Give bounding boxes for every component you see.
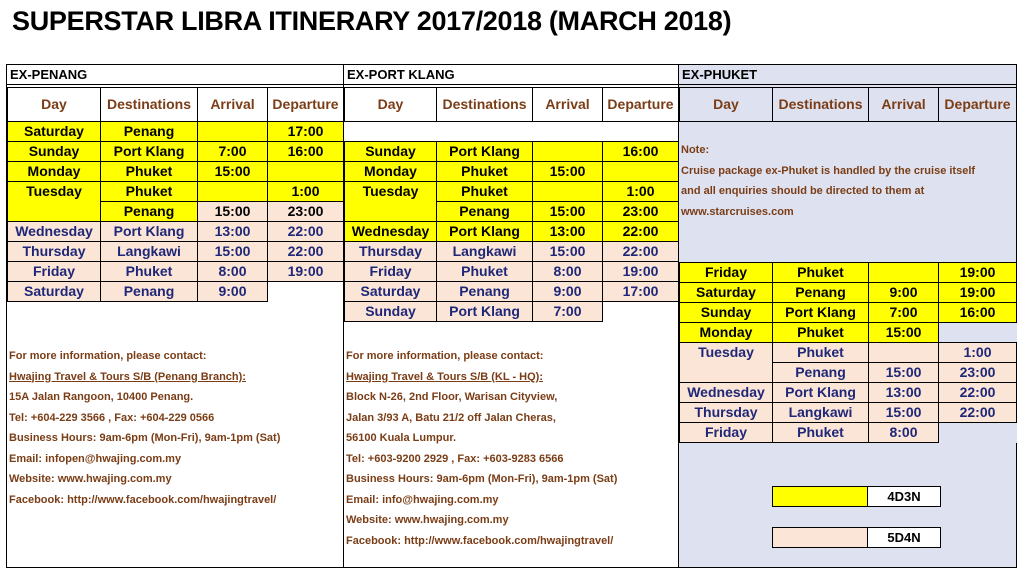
arrival-cell: 8:00: [869, 423, 939, 443]
destination-cell: Port Klang: [101, 222, 198, 242]
table-row: [8, 122, 344, 142]
ex-phuket-table: [679, 262, 1017, 443]
arrival-cell: 15:00: [533, 242, 603, 262]
legend-label-5d4n: 5D4N: [868, 528, 940, 547]
destination-cell: Penang: [437, 282, 533, 302]
contact-line: Business Hours: 9am-6pm (Mon-Fri), 9am-1pm (Sat): [346, 473, 618, 485]
table-row: [345, 142, 679, 162]
arrival-cell: 15:00: [533, 162, 603, 182]
ex-port-klang-panel: [343, 64, 679, 568]
departure-cell: 23:00: [939, 363, 1017, 383]
destination-cell: Penang: [101, 282, 198, 302]
table-row: [680, 283, 1017, 303]
day-cell: Tuesday: [680, 343, 773, 383]
header-destinations: Destinations: [773, 88, 869, 122]
arrival-cell: 15:00: [198, 162, 268, 182]
departure-cell: 22:00: [939, 403, 1017, 423]
destination-cell: Penang: [437, 202, 533, 222]
arrival-cell: [869, 263, 939, 283]
day-cell: Monday: [8, 162, 101, 182]
destination-cell: Phuket: [773, 263, 869, 283]
ex-penang-table: [7, 87, 344, 302]
day-cell: Friday: [8, 262, 101, 282]
arrival-cell: 7:00: [869, 303, 939, 323]
departure-cell: 16:00: [939, 303, 1017, 323]
header-departure: Departure: [268, 88, 344, 122]
header-day: Day: [345, 88, 437, 122]
contact-email: Email: infopen@hwajing.com.my: [9, 452, 182, 465]
table-row: [345, 302, 679, 322]
day-cell: Wednesday: [345, 222, 437, 242]
arrival-cell: 9:00: [198, 282, 268, 302]
departure-cell: 22:00: [268, 222, 344, 242]
day-cell: Saturday: [680, 283, 773, 303]
legend-5d4n: [772, 527, 941, 548]
day-cell: Friday: [680, 263, 773, 283]
day-cell: Thursday: [8, 242, 101, 262]
day-cell: Sunday: [8, 142, 101, 162]
header-arrival: Arrival: [533, 88, 603, 122]
header-arrival: Arrival: [198, 88, 268, 122]
arrival-cell: 13:00: [198, 222, 268, 242]
contact-company: Hwajing Travel & Tours S/B (Penang Branch):: [9, 370, 246, 383]
note-line: Cruise package ex-Phuket is handled by the cruise itself: [681, 164, 976, 177]
note-heading: Note:: [681, 144, 710, 156]
day-cell: Saturday: [345, 282, 437, 302]
table-row: [8, 242, 344, 262]
arrival-cell: [533, 142, 603, 162]
departure-cell: 19:00: [603, 262, 679, 282]
destination-cell: Port Klang: [773, 383, 869, 403]
table-row: [345, 282, 679, 302]
departure-cell: 22:00: [268, 242, 344, 262]
table-row: [345, 182, 679, 202]
contact-line: Business Hours: 9am-6pm (Mon-Fri), 9am-1pm (Sat): [9, 432, 281, 444]
arrival-cell: 8:00: [198, 262, 268, 282]
ex-port-klang-table: [344, 87, 679, 322]
ex-penang-panel: [6, 64, 344, 568]
arrival-cell: 15:00: [869, 323, 939, 343]
contact-facebook: Facebook: http://www.facebook.com/hwajingtravel/: [346, 534, 614, 547]
arrival-cell: [869, 343, 939, 363]
spacer-row: [345, 122, 679, 142]
destination-cell: Penang: [773, 363, 869, 383]
table-row: [345, 242, 679, 262]
departure-cell: 19:00: [939, 263, 1017, 283]
departure-cell: [268, 162, 344, 182]
departure-cell: 23:00: [603, 202, 679, 222]
arrival-cell: 7:00: [198, 142, 268, 162]
klang-contact-info: [346, 346, 617, 551]
ex-penang-label: EX-PENANG: [7, 65, 343, 85]
contact-line: Jalan 3/93 A, Batu 21/2 off Jalan Cheras,: [346, 411, 556, 424]
table-row: [8, 222, 344, 242]
empty-cell: [939, 423, 1017, 443]
table-row: [8, 262, 344, 282]
day-cell: Wednesday: [8, 222, 101, 242]
destination-cell: Phuket: [101, 182, 198, 202]
departure-cell: 17:00: [268, 122, 344, 142]
table-row: [8, 142, 344, 162]
table-row: [680, 343, 1017, 363]
phuket-note: [681, 140, 975, 222]
destination-cell: Port Klang: [437, 142, 533, 162]
day-cell: Monday: [345, 162, 437, 182]
arrival-cell: 13:00: [869, 383, 939, 403]
arrival-cell: 7:00: [533, 302, 603, 322]
departure-cell: 1:00: [268, 182, 344, 202]
destination-cell: Penang: [101, 202, 198, 222]
destination-cell: Phuket: [101, 262, 198, 282]
legend-4d3n: [772, 486, 941, 507]
contact-line: Tel: +604-229 3566 , Fax: +604-229 0566: [9, 411, 215, 424]
departure-cell: 16:00: [268, 142, 344, 162]
ex-phuket-header-table: [679, 87, 1017, 122]
table-row: [8, 162, 344, 182]
header-departure: Departure: [939, 88, 1017, 122]
day-cell: Monday: [680, 323, 773, 343]
day-cell: Thursday: [345, 242, 437, 262]
arrival-cell: 9:00: [869, 283, 939, 303]
departure-cell: 19:00: [939, 283, 1017, 303]
contact-company: Hwajing Travel & Tours S/B (KL - HQ):: [346, 370, 544, 383]
destination-cell: Phuket: [437, 182, 533, 202]
header-arrival: Arrival: [869, 88, 939, 122]
contact-line: 56100 Kuala Lumpur.: [346, 432, 457, 444]
table-row: [680, 263, 1017, 283]
contact-line: For more information, please contact:: [346, 350, 544, 362]
header-day: Day: [680, 88, 773, 122]
ex-phuket-label: EX-PHUKET: [679, 65, 1016, 85]
contact-facebook: Facebook: http://www.facebook.com/hwajingtravel/: [9, 493, 277, 506]
day-cell: Friday: [345, 262, 437, 282]
day-cell: Sunday: [345, 302, 437, 322]
contact-website: Website: www.hwajing.com.my: [346, 514, 509, 526]
table-row: [345, 162, 679, 182]
contact-email: Email: info@hwajing.com.my: [346, 493, 499, 506]
arrival-cell: 15:00: [533, 202, 603, 222]
departure-cell: 1:00: [603, 182, 679, 202]
table-row: [680, 403, 1017, 423]
destination-cell: Port Klang: [437, 302, 533, 322]
table-row: [680, 383, 1017, 403]
arrival-cell: [533, 182, 603, 202]
day-cell: Sunday: [680, 303, 773, 323]
ex-port-klang-label: EX-PORT KLANG: [344, 65, 678, 85]
table-row: [8, 282, 344, 302]
arrival-cell: 15:00: [869, 403, 939, 423]
day-cell: Saturday: [8, 282, 101, 302]
contact-line: Block N-26, 2nd Floor, Warisan Cityview,: [346, 391, 558, 403]
table-row: [680, 303, 1017, 323]
day-cell: Friday: [680, 423, 773, 443]
destination-cell: Penang: [773, 283, 869, 303]
arrival-cell: 15:00: [198, 242, 268, 262]
destination-cell: Port Klang: [101, 142, 198, 162]
destination-cell: Penang: [101, 122, 198, 142]
day-cell: Wednesday: [680, 383, 773, 403]
departure-cell: [603, 162, 679, 182]
page-title: SUPERSTAR LIBRA ITINERARY 2017/2018 (MARCH 2018): [12, 6, 732, 36]
arrival-cell: 9:00: [533, 282, 603, 302]
arrival-cell: 13:00: [533, 222, 603, 242]
empty-cell: [603, 302, 679, 322]
ex-phuket-panel: [678, 64, 1017, 568]
legend-label-4d3n: 4D3N: [868, 487, 940, 506]
departure-cell: 23:00: [268, 202, 344, 222]
day-cell: Tuesday: [345, 182, 437, 222]
destination-cell: Phuket: [437, 262, 533, 282]
day-cell: Tuesday: [8, 182, 101, 222]
legend-swatch-yellow: [773, 487, 868, 506]
arrival-cell: 8:00: [533, 262, 603, 282]
contact-website: Website: www.hwajing.com.my: [9, 473, 172, 485]
note-link: www.starcruises.com: [681, 205, 794, 218]
legend-swatch-peach: [773, 528, 868, 547]
departure-cell: 16:00: [603, 142, 679, 162]
destination-cell: Port Klang: [773, 303, 869, 323]
arrival-cell: [198, 122, 268, 142]
day-cell: Sunday: [345, 142, 437, 162]
header-destinations: Destinations: [101, 88, 198, 122]
header-departure: Departure: [603, 88, 679, 122]
header-destinations: Destinations: [437, 88, 533, 122]
arrival-cell: 15:00: [869, 363, 939, 383]
table-row: [345, 262, 679, 282]
destination-cell: Phuket: [101, 162, 198, 182]
destination-cell: Phuket: [773, 323, 869, 343]
destination-cell: Langkawi: [437, 242, 533, 262]
table-row: [680, 323, 1017, 343]
departure-cell: 17:00: [603, 282, 679, 302]
contact-line: For more information, please contact:: [9, 350, 207, 362]
departure-cell: 1:00: [939, 343, 1017, 363]
header-day: Day: [8, 88, 101, 122]
empty-cell: [939, 323, 1017, 343]
departure-cell: 22:00: [603, 242, 679, 262]
table-row: [680, 423, 1017, 443]
penang-contact-info: [9, 346, 280, 510]
destination-cell: Phuket: [773, 343, 869, 363]
empty-cell: [268, 282, 344, 302]
destination-cell: Langkawi: [773, 403, 869, 423]
table-row: [8, 182, 344, 202]
contact-line: 15A Jalan Rangoon, 10400 Penang.: [9, 391, 194, 403]
departure-cell: 19:00: [268, 262, 344, 282]
destination-cell: Phuket: [437, 162, 533, 182]
departure-cell: 22:00: [603, 222, 679, 242]
arrival-cell: [198, 182, 268, 202]
day-cell: Saturday: [8, 122, 101, 142]
contact-line: Tel: +603-9200 2929 , Fax: +603-9283 6566: [346, 452, 564, 465]
departure-cell: 22:00: [939, 383, 1017, 403]
arrival-cell: 15:00: [198, 202, 268, 222]
table-row: [345, 222, 679, 242]
destination-cell: Langkawi: [101, 242, 198, 262]
day-cell: Thursday: [680, 403, 773, 423]
note-line: and all enquiries should be directed to them at: [681, 185, 925, 197]
destination-cell: Phuket: [773, 423, 869, 443]
destination-cell: Port Klang: [437, 222, 533, 242]
